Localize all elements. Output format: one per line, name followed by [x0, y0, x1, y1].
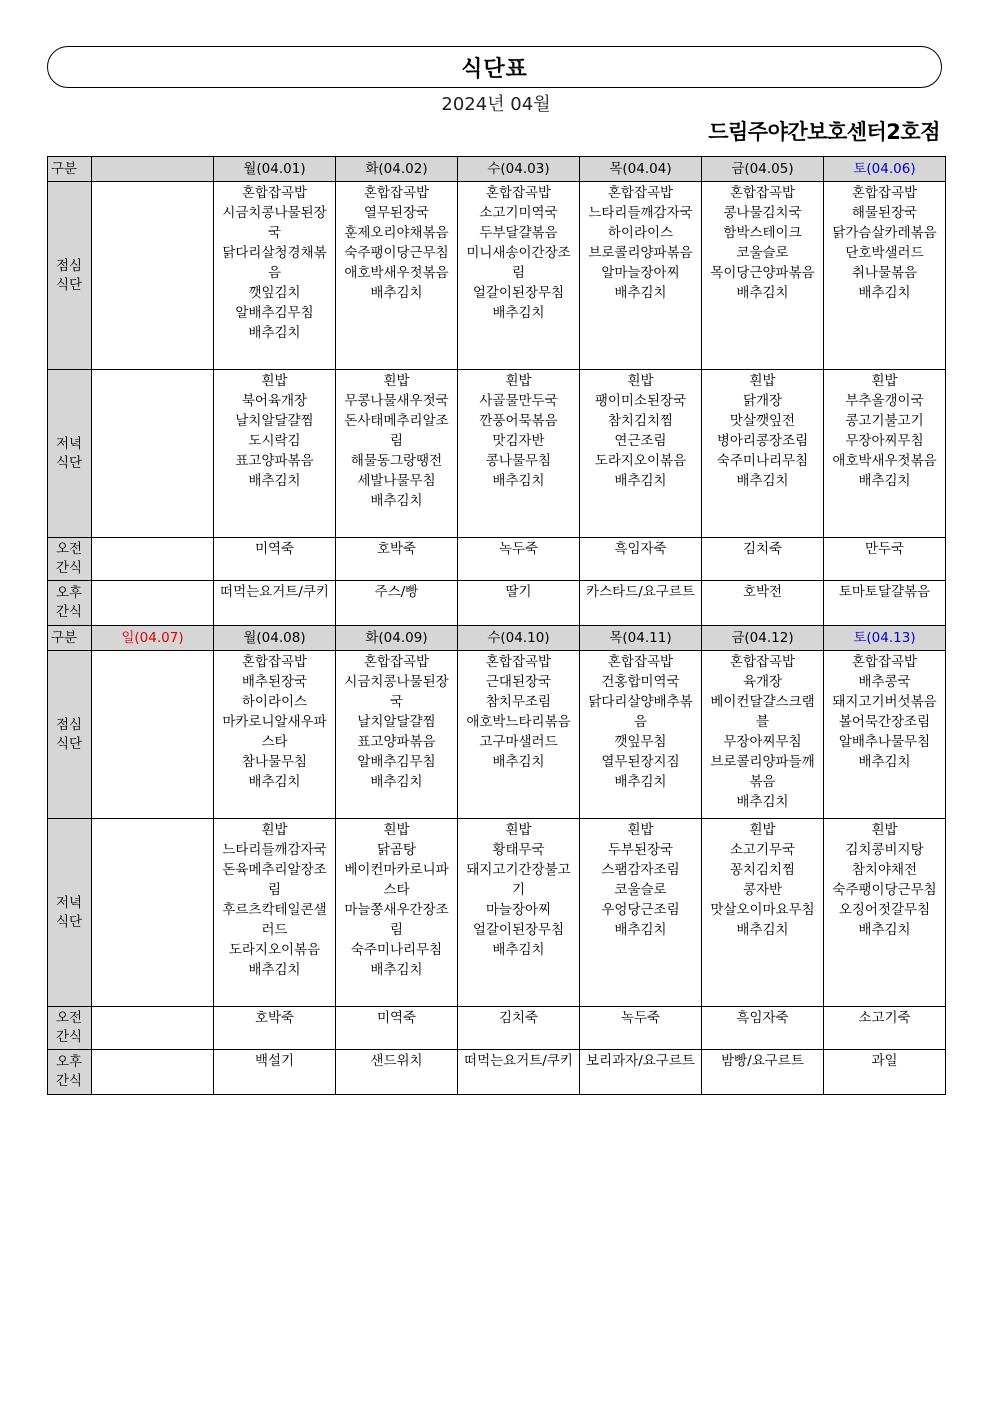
pm_snack-cell: 호박전 [702, 581, 824, 626]
menu-item: 닭다리살양배추볶음 [588, 694, 693, 730]
pm_snack-label [48, 581, 92, 626]
menu-item: 혼합잡곡밥 [485, 185, 552, 201]
day-header: 금(04.05) [702, 157, 824, 182]
menu-item: 날치알달걀찜 [357, 714, 436, 730]
menu-item: 콩자반 [742, 882, 783, 898]
gubun-label: 구분 [48, 157, 92, 182]
menu-item: 시금치콩나물된장국 [222, 205, 327, 241]
menu-item: 흰밥 [871, 373, 898, 389]
menu-item: 소고기무국 [729, 842, 796, 858]
menu-item: 배추김치 [858, 285, 911, 301]
menu-item: 숙주팽이당근무침 [832, 882, 937, 898]
menu-item: 무장아찌무침 [723, 734, 802, 750]
menu-item: 사골물만두국 [479, 393, 558, 409]
menu-item: 표고양파볶음 [235, 453, 314, 469]
am_snack-label-text: 간식 [56, 560, 83, 576]
menu-item: 참치김치찜 [607, 413, 674, 429]
pm_snack-cell: 보리과자/요구르트 [580, 1050, 702, 1095]
lunch-label-text: 식단 [56, 735, 83, 752]
menu-item: 고구마샐러드 [479, 734, 558, 750]
menu-item: 배추김치 [736, 794, 789, 810]
pm_snack-cell: 토마토달걀볶음 [824, 581, 946, 626]
day-header: 일(04.07) [92, 626, 214, 651]
menu-item: 혼합잡곡밥 [729, 654, 796, 670]
menu-item: 팽이미소된장국 [594, 393, 687, 409]
dinner-cell [214, 370, 336, 538]
menu-item: 애호박느타리볶음 [466, 714, 571, 730]
menu-item: 배추김치 [614, 285, 667, 301]
am_snack-row [48, 538, 946, 581]
menu-item: 배추김치 [614, 774, 667, 790]
dinner-label [48, 819, 92, 1007]
menu-item: 흰밥 [871, 822, 898, 838]
menu-item: 혼합잡곡밥 [851, 654, 918, 670]
menu-item: 마늘쫑새우간장조림 [344, 902, 449, 938]
day-header-row [48, 626, 946, 651]
lunch-cell [580, 182, 702, 370]
dinner-label-text: 저녁 [56, 435, 83, 452]
menu-item: 배추김치 [370, 962, 423, 978]
menu-item: 참나물무침 [241, 754, 308, 770]
am_snack-label-text: 오전 [56, 541, 83, 557]
dinner-cell [702, 819, 824, 1007]
meal-table [47, 156, 946, 1095]
menu-item: 혼합잡곡밥 [241, 654, 308, 670]
dinner-row [48, 819, 946, 1007]
lunch-cell [214, 651, 336, 819]
menu-item: 열무된장국 [363, 205, 430, 221]
menu-item: 흰밥 [627, 373, 654, 389]
menu-item: 혼합잡곡밥 [241, 185, 308, 201]
menu-item: 콩나물무침 [485, 453, 552, 469]
am_snack-cell: 흑임자죽 [580, 538, 702, 581]
lunch-cell [580, 651, 702, 819]
menu-item: 숙주팽이당근무침 [344, 245, 449, 261]
menu-item: 알배추나물무침 [838, 734, 931, 750]
menu-item: 마카로니알새우파스타 [222, 714, 327, 750]
menu-item: 배추김치 [248, 962, 301, 978]
menu-item: 배추김치 [858, 754, 911, 770]
menu-item: 황태무국 [492, 842, 545, 858]
menu-item: 참치야채전 [851, 862, 918, 878]
menu-item: 돈사태메추리알조림 [344, 413, 449, 449]
menu-item: 배추김치 [736, 473, 789, 489]
lunch-cell [702, 651, 824, 819]
menu-item: 배추김치 [858, 473, 911, 489]
pm_snack-cell [92, 581, 214, 626]
menu-title: 식단표 [47, 46, 942, 88]
day-header [92, 157, 214, 182]
menu-item: 하이라이스 [241, 694, 308, 710]
dinner-label-text: 저녁 [56, 894, 83, 911]
menu-item: 건홍합미역국 [601, 674, 680, 690]
menu-item: 깻잎무침 [614, 734, 667, 750]
menu-item: 목이당근양파볶음 [710, 265, 815, 281]
menu-item: 두부된장국 [607, 842, 674, 858]
dinner-cell [336, 370, 458, 538]
am_snack-cell: 호박죽 [214, 1007, 336, 1050]
menu-item: 알배추김무침 [357, 754, 436, 770]
pm_snack-cell: 딸기 [458, 581, 580, 626]
menu-item: 흰밥 [383, 822, 410, 838]
menu-item: 배추콩국 [858, 674, 911, 690]
dinner-label-text: 식단 [56, 913, 83, 930]
dinner-cell [214, 819, 336, 1007]
pm_snack-cell [92, 1050, 214, 1095]
menu-item: 맛살오이마요무침 [710, 902, 815, 918]
menu-item: 마늘장아찌 [485, 902, 552, 918]
menu-item: 얼갈이된장무침 [472, 922, 565, 938]
am_snack-cell [92, 538, 214, 581]
menu-item: 오징어젓갈무침 [838, 902, 931, 918]
menu-item: 부추올갱이국 [845, 393, 924, 409]
menu-item: 해물된장국 [851, 205, 918, 221]
menu-item: 소고기미역국 [479, 205, 558, 221]
menu-item: 브로콜리양파들깨볶음 [710, 754, 815, 790]
menu-item: 돈육메추리알장조림 [222, 862, 327, 898]
menu-item: 단호박샐러드 [845, 245, 924, 261]
menu-item: 맛살깻잎전 [729, 413, 796, 429]
am_snack-cell: 흑임자죽 [702, 1007, 824, 1050]
menu-item: 흰밥 [749, 822, 776, 838]
menu-item: 애호박새우젓볶음 [832, 453, 937, 469]
menu-item: 콩나물김치국 [723, 205, 802, 221]
menu-item: 돼지고기간장불고기 [466, 862, 571, 898]
dinner-cell [580, 819, 702, 1007]
menu-item: 훈제오리야채볶음 [344, 225, 449, 241]
meal-table-body [48, 157, 946, 1095]
pm_snack-row [48, 581, 946, 626]
menu-item: 흰밥 [749, 373, 776, 389]
gubun-label: 구분 [48, 626, 92, 651]
dinner-cell [92, 819, 214, 1007]
pm_snack-label-text: 오후 [56, 585, 83, 601]
menu-item: 시금치콩나물된장국 [344, 674, 449, 710]
dinner-cell [458, 819, 580, 1007]
menu-item: 흰밥 [383, 373, 410, 389]
menu-item: 배추김치 [492, 754, 545, 770]
am_snack-cell: 호박죽 [336, 538, 458, 581]
menu-item: 볼어묵간장조림 [838, 714, 931, 730]
dinner-cell [92, 370, 214, 538]
lunch-cell [824, 651, 946, 819]
menu-item: 함박스테이크 [723, 225, 802, 241]
menu-item: 얼갈이된장무침 [472, 285, 565, 301]
pm_snack-label [48, 1050, 92, 1095]
lunch-label-text: 점심 [56, 716, 83, 733]
menu-item: 돼지고기버섯볶음 [832, 694, 937, 710]
lunch-cell [824, 182, 946, 370]
menu-item: 표고양파볶음 [357, 734, 436, 750]
day-header: 토(04.13) [824, 626, 946, 651]
menu-item: 콩고기불고기 [845, 413, 924, 429]
pm_snack-cell: 샌드위치 [336, 1050, 458, 1095]
lunch-cell [214, 182, 336, 370]
lunch-cell [336, 651, 458, 819]
menu-item: 배추된장국 [241, 674, 308, 690]
menu-item: 흰밥 [505, 822, 532, 838]
day-header: 수(04.03) [458, 157, 580, 182]
am_snack-cell: 녹두죽 [458, 538, 580, 581]
menu-item: 꽁치김치찜 [729, 862, 796, 878]
menu-item: 후르츠칵테일콘샐러드 [222, 902, 327, 938]
day-header: 목(04.11) [580, 626, 702, 651]
dinner-label [48, 370, 92, 538]
menu-item: 배추김치 [370, 493, 423, 509]
menu-item: 혼합잡곡밥 [363, 185, 430, 201]
menu-item: 참치무조림 [485, 694, 552, 710]
menu-item: 김치콩비지탕 [845, 842, 924, 858]
menu-item: 도라지오이볶음 [228, 942, 321, 958]
menu-item: 알배추김무침 [235, 305, 314, 321]
lunch-cell [336, 182, 458, 370]
pm_snack-cell: 백설기 [214, 1050, 336, 1095]
menu-item: 배추김치 [370, 285, 423, 301]
menu-item: 병아리콩장조림 [716, 433, 809, 449]
lunch-cell [458, 182, 580, 370]
pm_snack-label-text: 간식 [56, 1073, 83, 1089]
lunch-row [48, 182, 946, 370]
am_snack-cell: 미역죽 [336, 1007, 458, 1050]
am_snack-cell: 녹두죽 [580, 1007, 702, 1050]
center-name: 드림주야간보호센터2호점 [708, 120, 940, 144]
menu-item: 배추김치 [736, 922, 789, 938]
menu-item: 배추김치 [736, 285, 789, 301]
am_snack-cell [92, 1007, 214, 1050]
menu-item: 닭곰탕 [376, 842, 417, 858]
day-header-row [48, 157, 946, 182]
menu-item: 알마늘장아찌 [601, 265, 680, 281]
menu-item: 세발나물무침 [357, 473, 436, 489]
menu-item: 두부달걀볶음 [479, 225, 558, 241]
menu-item: 혼합잡곡밥 [607, 654, 674, 670]
menu-item: 배추김치 [614, 922, 667, 938]
am_snack-cell: 소고기죽 [824, 1007, 946, 1050]
am_snack-label [48, 538, 92, 581]
day-header: 수(04.10) [458, 626, 580, 651]
day-header: 월(04.08) [214, 626, 336, 651]
menu-item: 혼합잡곡밥 [363, 654, 430, 670]
menu-item: 미니새송이간장조림 [466, 245, 571, 281]
menu-item: 배추김치 [858, 922, 911, 938]
menu-item: 브로콜리양파볶음 [588, 245, 693, 261]
dinner-cell [336, 819, 458, 1007]
menu-item: 열무된장지짐 [601, 754, 680, 770]
dinner-row [48, 370, 946, 538]
day-header: 금(04.12) [702, 626, 824, 651]
pm_snack-label-text: 간식 [56, 604, 83, 620]
menu-item: 도시락김 [248, 433, 301, 449]
menu-item: 깻잎김치 [248, 285, 301, 301]
menu-item: 느타리들깨감자국 [588, 205, 693, 221]
dinner-cell [702, 370, 824, 538]
lunch-label-text: 식단 [56, 276, 83, 293]
menu-item: 우엉당근조림 [601, 902, 680, 918]
menu-item: 숙주미나리무침 [350, 942, 443, 958]
pm_snack-cell: 떠먹는요거트/쿠키 [458, 1050, 580, 1095]
menu-item: 숙주미나리무침 [716, 453, 809, 469]
menu-item: 취나물볶음 [851, 265, 918, 281]
lunch-label [48, 651, 92, 819]
menu-item: 닭가슴살카레볶음 [832, 225, 937, 241]
menu-item: 하이라이스 [607, 225, 674, 241]
lunch-label [48, 182, 92, 370]
pm_snack-cell: 주스/빵 [336, 581, 458, 626]
menu-item: 느타리들깨감자국 [222, 842, 327, 858]
menu-item: 북어육개장 [241, 393, 308, 409]
am_snack-row [48, 1007, 946, 1050]
dinner-cell [824, 819, 946, 1007]
menu-item: 무장아찌무침 [845, 433, 924, 449]
lunch-cell [92, 182, 214, 370]
menu-item: 배추김치 [248, 325, 301, 341]
menu-item: 배추김치 [492, 942, 545, 958]
am_snack-label-text: 오전 [56, 1010, 83, 1026]
lunch-cell [92, 651, 214, 819]
menu-item: 베이컨마카로니파스타 [344, 862, 449, 898]
day-header: 화(04.09) [336, 626, 458, 651]
pm_snack-label-text: 오후 [56, 1054, 83, 1070]
day-header: 토(04.06) [824, 157, 946, 182]
lunch-cell [702, 182, 824, 370]
menu-item: 코울슬로 [736, 245, 789, 261]
menu-item: 육개장 [742, 674, 783, 690]
menu-item: 코울슬로 [614, 882, 667, 898]
dinner-label-text: 식단 [56, 454, 83, 471]
menu-item: 베이컨달걀스크램블 [710, 694, 815, 730]
month-label: 2024년 04월 [441, 94, 551, 115]
menu-item: 배추김치 [370, 774, 423, 790]
menu-item: 혼합잡곡밥 [607, 185, 674, 201]
menu-item: 흰밥 [261, 822, 288, 838]
menu-item: 무콩나물새우젓국 [344, 393, 449, 409]
lunch-label-text: 점심 [56, 257, 83, 274]
am_snack-cell: 김치죽 [458, 1007, 580, 1050]
menu-item: 닭개장 [742, 393, 783, 409]
menu-item: 흰밥 [505, 373, 532, 389]
menu-item: 혼합잡곡밥 [851, 185, 918, 201]
menu-item: 배추김치 [492, 305, 545, 321]
menu-item: 근대된장국 [485, 674, 552, 690]
menu-item: 날치알달걀찜 [235, 413, 314, 429]
am_snack-label [48, 1007, 92, 1050]
menu-item: 닭다리살청경채볶음 [222, 245, 327, 281]
menu-item: 맛김자반 [492, 433, 545, 449]
menu-item: 배추김치 [614, 473, 667, 489]
menu-item: 배추김치 [248, 473, 301, 489]
menu-item: 깐풍어묵볶음 [479, 413, 558, 429]
menu-item: 스팸감자조림 [601, 862, 680, 878]
day-header: 목(04.04) [580, 157, 702, 182]
menu-item: 도라지오이볶음 [594, 453, 687, 469]
pm_snack-cell: 떠먹는요거트/쿠키 [214, 581, 336, 626]
pm_snack-cell: 카스타드/요구르트 [580, 581, 702, 626]
menu-item: 혼합잡곡밥 [729, 185, 796, 201]
am_snack-cell: 미역죽 [214, 538, 336, 581]
day-header: 화(04.02) [336, 157, 458, 182]
lunch-cell [458, 651, 580, 819]
am_snack-cell: 만두국 [824, 538, 946, 581]
am_snack-label-text: 간식 [56, 1029, 83, 1045]
day-header: 월(04.01) [214, 157, 336, 182]
pm_snack-row [48, 1050, 946, 1095]
dinner-cell [458, 370, 580, 538]
dinner-cell [580, 370, 702, 538]
menu-item: 흰밥 [627, 822, 654, 838]
menu-item: 혼합잡곡밥 [485, 654, 552, 670]
menu-item: 배추김치 [248, 774, 301, 790]
dinner-cell [824, 370, 946, 538]
am_snack-cell: 김치죽 [702, 538, 824, 581]
menu-item: 해물동그랑땡전 [350, 453, 443, 469]
pm_snack-cell: 과일 [824, 1050, 946, 1095]
lunch-row [48, 651, 946, 819]
menu-item: 흰밥 [261, 373, 288, 389]
menu-item: 배추김치 [492, 473, 545, 489]
pm_snack-cell: 밤빵/요구르트 [702, 1050, 824, 1095]
menu-item: 연근조림 [614, 433, 667, 449]
menu-item: 애호박새우젓볶음 [344, 265, 449, 281]
